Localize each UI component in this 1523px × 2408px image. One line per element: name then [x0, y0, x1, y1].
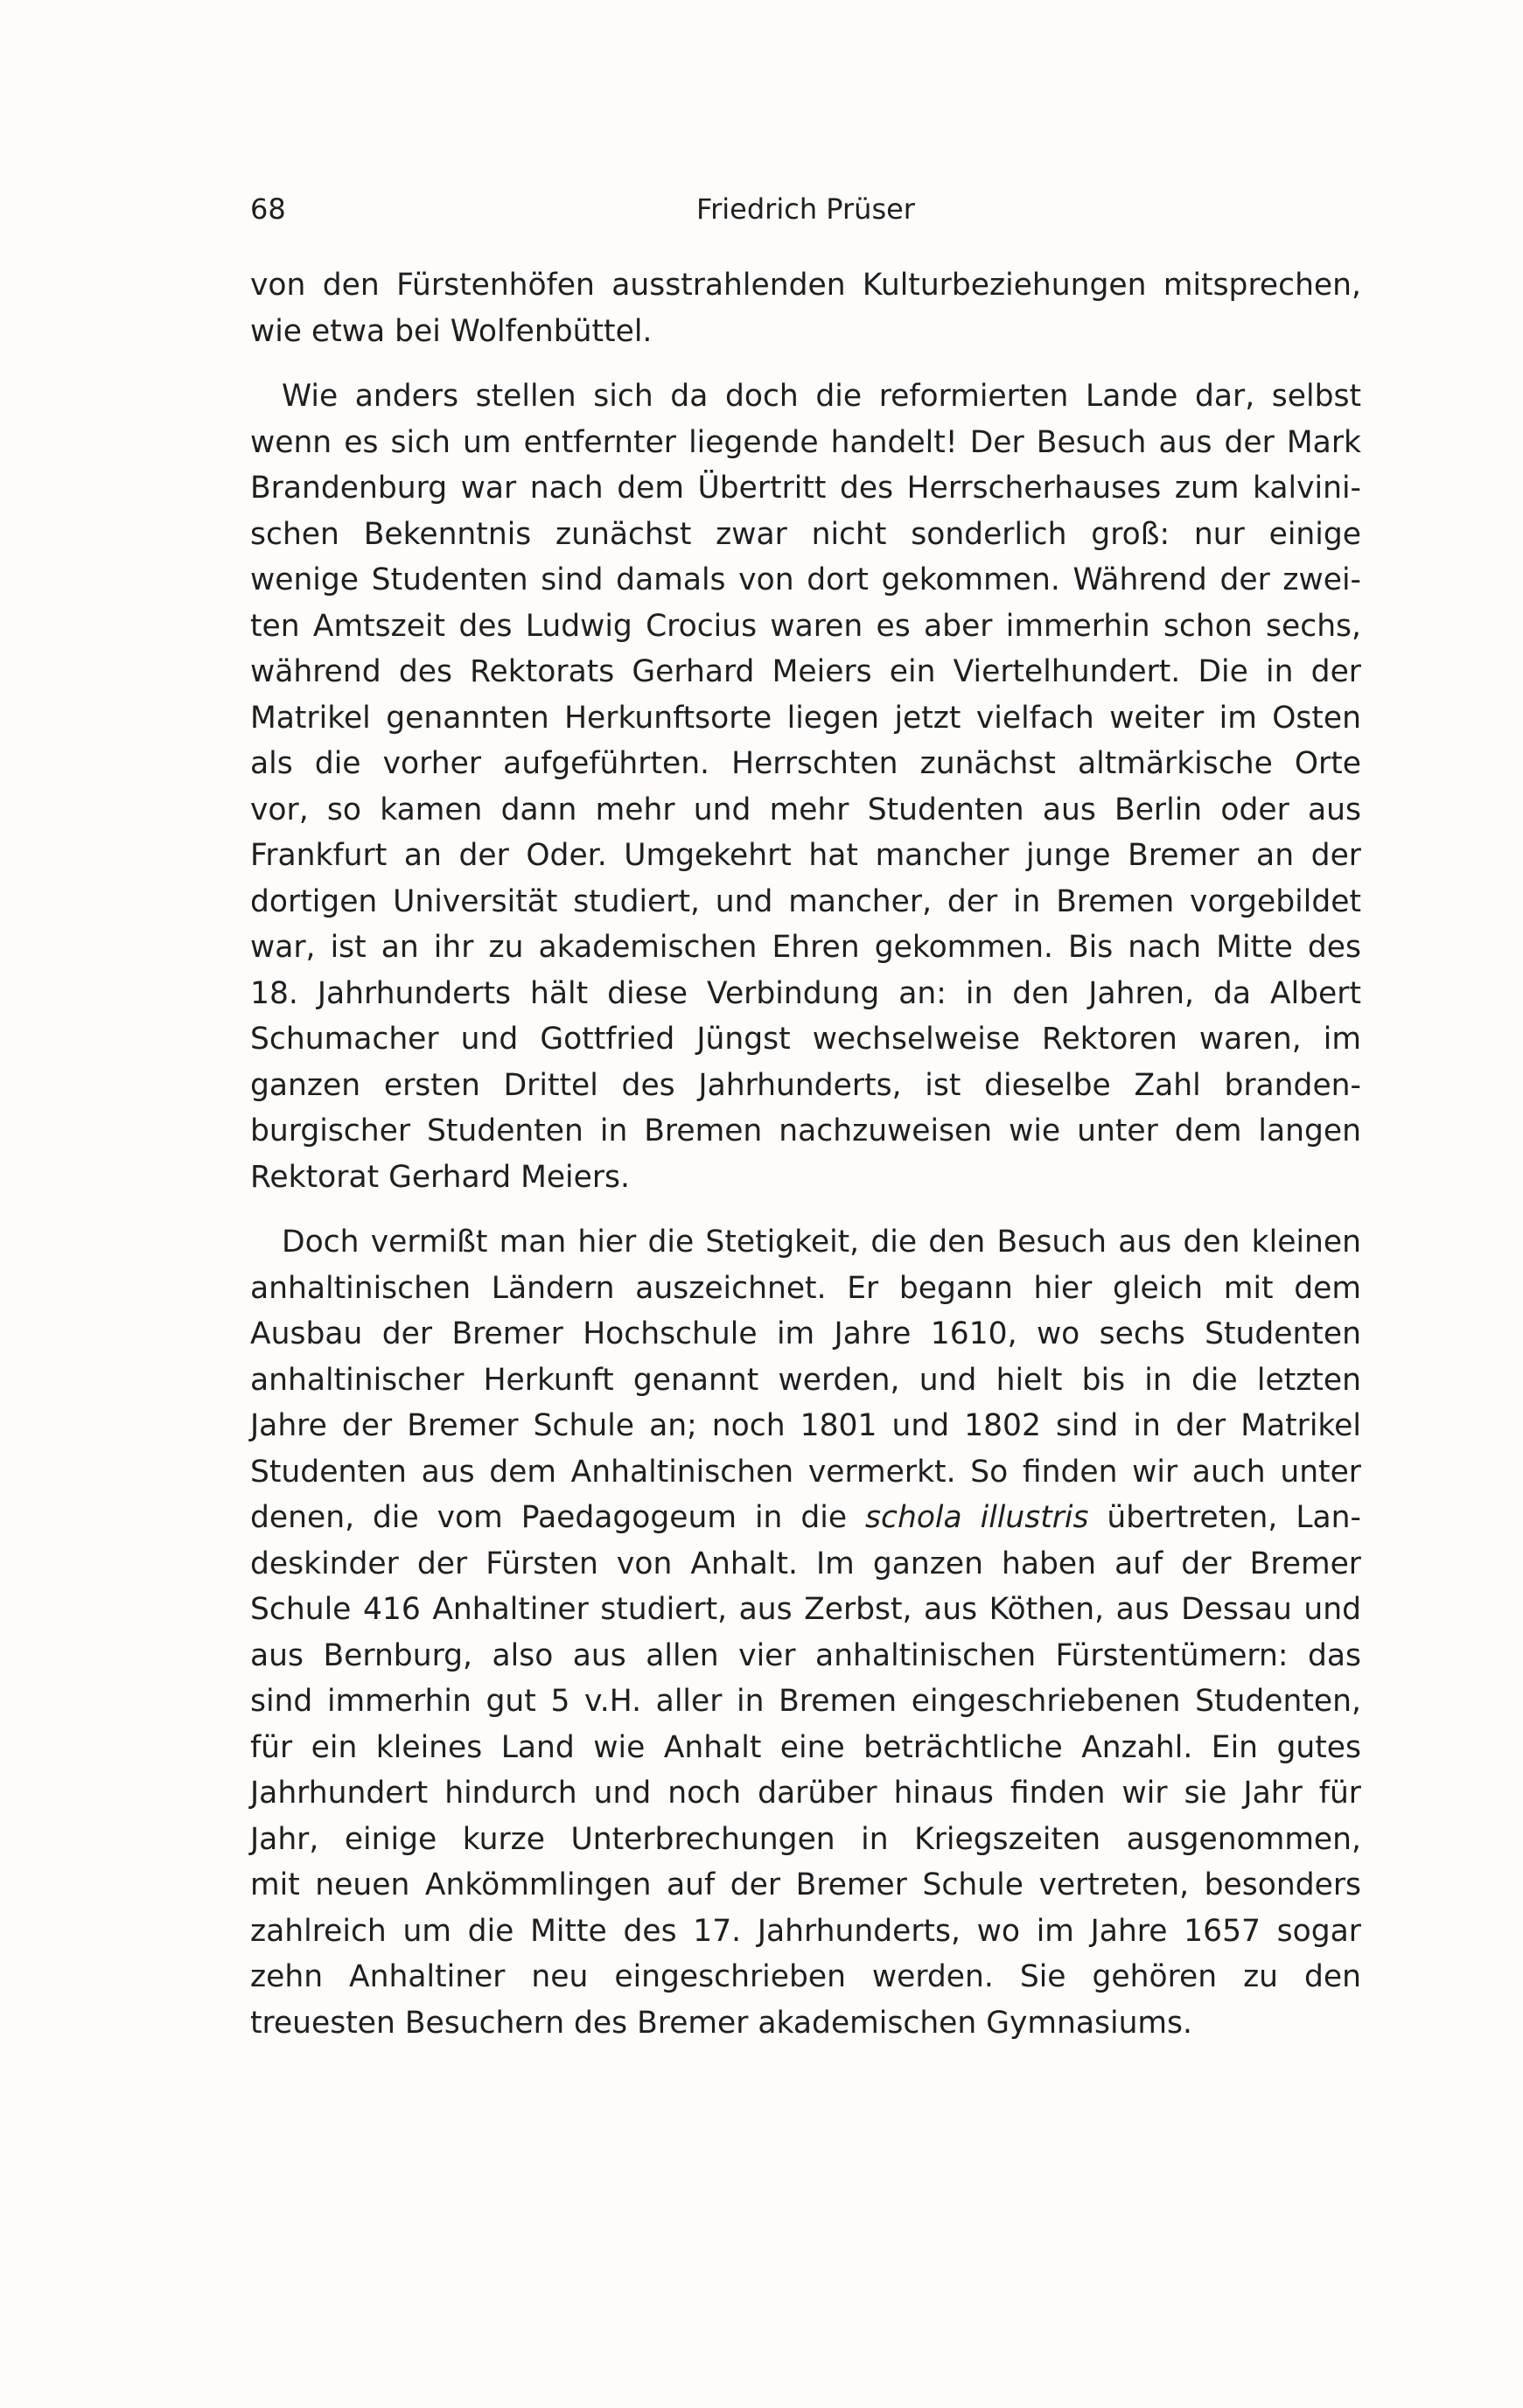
text-line: Jahre der Bremer Schule an; noch 1801 und 1802 sind in der Matrikel: [250, 1408, 1361, 1443]
text-line: Jahr, einige kurze Unterbrechungen in Kriegszeiten ausgenommen,: [250, 1821, 1361, 1857]
paragraph-1: [250, 262, 1361, 354]
page-header: [250, 186, 1361, 232]
text-line: vor, so kamen dann mehr und mehr Studenten aus Berlin oder aus: [250, 792, 1361, 827]
paragraph-2: [250, 373, 1361, 1200]
text-line: Rektorat Gerhard Meiers.: [250, 1159, 630, 1195]
paragraph-3: [250, 1219, 1361, 2046]
text-line: wie etwa bei Wolfenbüttel.: [250, 313, 653, 349]
text-line: als die vorher aufgeführten. Herrschten zunächst altmärkische Orte: [250, 746, 1361, 781]
text-line: Wie anders stellen sich da doch die reformierten Lande dar, selbst: [282, 379, 1361, 414]
text-line: Schule 416 Anhaltiner studiert, aus Zerbst, aus Köthen, aus Dessau und: [250, 1592, 1361, 1627]
text-line: wenige Studenten sind damals von dort gekommen. Während der zwei-: [250, 562, 1361, 597]
text-line: sind immerhin gut 5 v.H. aller in Bremen eingeschriebenen Studenten,: [250, 1684, 1361, 1719]
text-line: Ausbau der Bremer Hochschule im Jahre 1610, wo sechs Studenten: [250, 1316, 1361, 1351]
text-line: zahlreich um die Mitte des 17. Jahrhunderts, wo im Jahre 1657 sogar: [250, 1913, 1361, 1949]
text-line: burgischer Studenten in Bremen nachzuweisen wie unter dem langen: [250, 1113, 1361, 1148]
italic-phrase: schola illustris: [865, 1500, 1089, 1535]
text-line: für ein kleines Land wie Anhalt eine beträchtliche Anzahl. Ein gutes: [250, 1729, 1361, 1765]
text-line-with-italic: [250, 1495, 1361, 1541]
text-line: Frankfurt an der Oder. Umgekehrt hat mancher junge Bremer an der: [250, 838, 1361, 873]
text-line: zehn Anhaltiner neu eingeschrieben werden. Sie gehören zu den: [250, 1959, 1361, 1994]
text-line: schen Bekenntnis zunächst zwar nicht sonderlich groß: nur einige: [250, 516, 1361, 552]
text-line: Schumacher und Gottfried Jüngst wechselweise Rektoren waren, im: [250, 1022, 1361, 1057]
text-line: Matrikel genannten Herkunftsorte liegen jetzt vielfach weiter im Osten: [250, 700, 1361, 736]
text-line: Brandenburg war nach dem Übertritt des Herrscherhauses zum kalvini-: [250, 471, 1361, 506]
text-line: wenn es sich um entfernter liegende handelt! Der Besuch aus der Mark: [250, 424, 1361, 460]
text-line: dortigen Universität studiert, und mancher, der in Bremen vorgebildet: [250, 883, 1361, 919]
text-line: während des Rektorats Gerhard Meiers ein Viertelhundert. Die in der: [250, 654, 1361, 689]
text-line: 18. Jahrhunderts hält diese Verbindung an: in den Jahren, da Albert: [250, 975, 1361, 1011]
text-segment: denen, die vom Paedagogeum in die: [250, 1500, 848, 1535]
text-line: aus Bernburg, also aus allen vier anhaltinischen Fürstentümern: das: [250, 1637, 1361, 1673]
text-segment: übertreten, Lan-: [1088, 1500, 1361, 1535]
text-line: anhaltinischer Herkunft genannt werden, und hielt bis in die letzten: [250, 1362, 1361, 1398]
text-line: deskinder der Fürsten von Anhalt. Im ganzen haben auf der Bremer: [250, 1546, 1361, 1581]
text-line: treuesten Besuchern des Bremer akademischen Gymnasiums.: [250, 2005, 1192, 2041]
text-line: mit neuen Ankömmlingen auf der Bremer Schule vertreten, besonders: [250, 1867, 1361, 1902]
text-line: ten Amtszeit des Ludwig Crocius waren es aber immerhin schon sechs,: [250, 608, 1361, 644]
page-number: 68: [250, 192, 286, 226]
text-line: war, ist an ihr zu akademischen Ehren gekommen. Bis nach Mitte des: [250, 930, 1361, 965]
text-line: ganzen ersten Drittel des Jahrhunderts, ist dieselbe Zahl branden-: [250, 1067, 1361, 1103]
body-text: [250, 262, 1361, 2065]
running-head: Friedrich Prüser: [696, 192, 915, 226]
text-line: Jahrhundert hindurch und noch darüber hinaus finden wir sie Jahr für: [250, 1776, 1361, 1811]
text-line: von den Fürstenhöfen ausstrahlenden Kulturbeziehungen mitsprechen,: [250, 268, 1361, 303]
text-line: Studenten aus dem Anhaltinischen vermerkt. So finden wir auch unter: [250, 1454, 1361, 1490]
text-line: Doch vermißt man hier die Stetigkeit, die den Besuch aus den kleinen: [282, 1225, 1361, 1260]
text-line: anhaltinischen Ländern auszeichnet. Er begann hier gleich mit dem: [250, 1270, 1361, 1306]
